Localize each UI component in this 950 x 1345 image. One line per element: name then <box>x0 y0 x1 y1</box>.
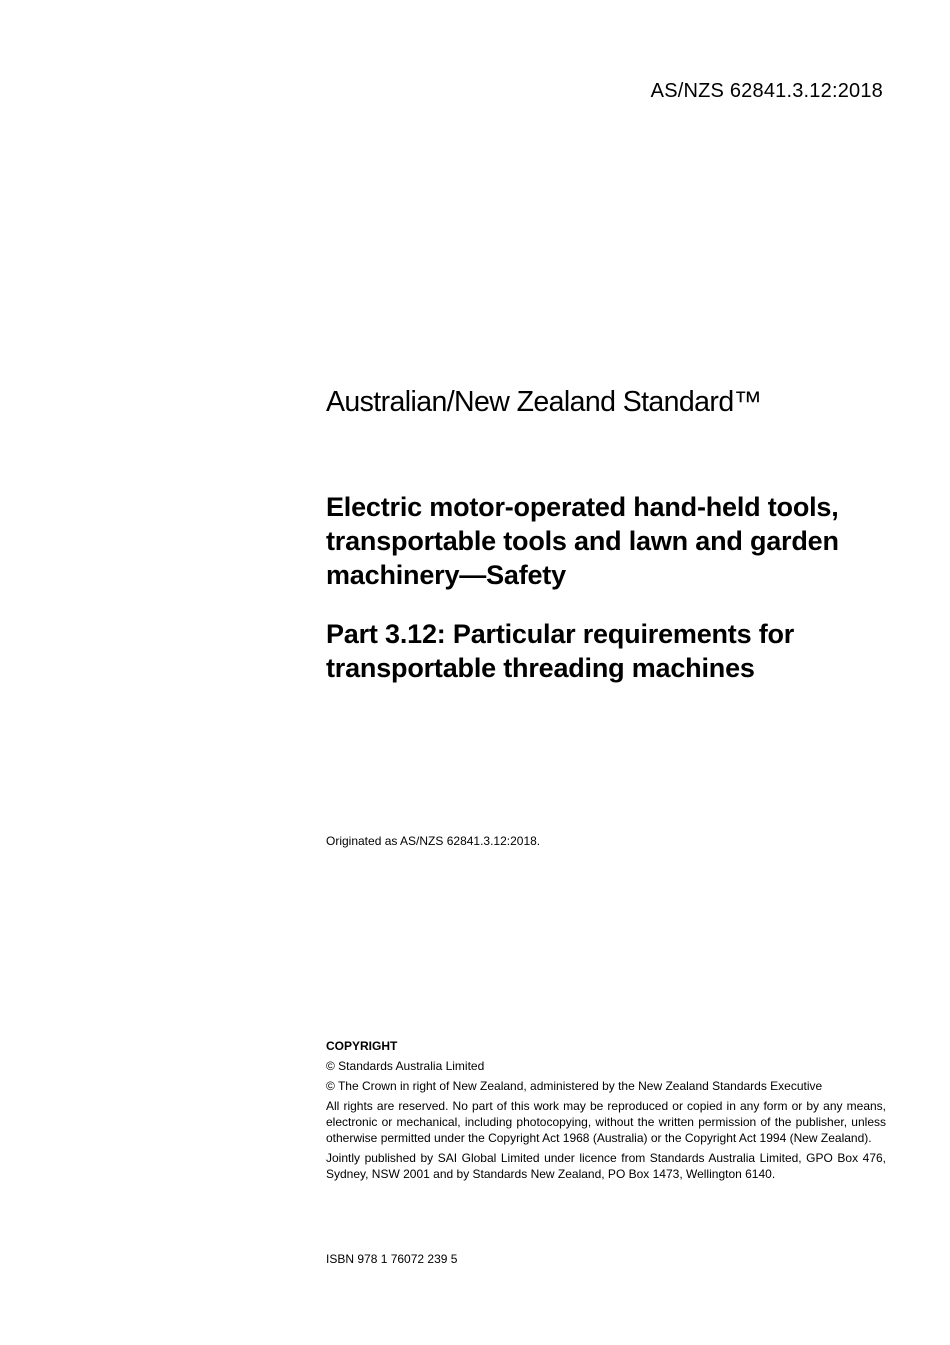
isbn: ISBN 978 1 76072 239 5 <box>326 1252 458 1266</box>
copyright-heading: COPYRIGHT <box>326 1039 398 1053</box>
publisher-statement: Jointly published by SAI Global Limited under licence from Standards Australia Limited, GPO Box 476, Sydney, NSW 2001 and by Standards New Zealand, PO Box 1473, Wellington 6140. <box>326 1151 886 1181</box>
copyright-line-sa: © Standards Australia Limited <box>326 1059 485 1073</box>
rights-statement: All rights are reserved. No part of this work may be reproduced or copied in any form or by any means, electronic or mechanical, including photocopying, without the written permission of the publisher, unless otherwise permitted under the Copyright Act 1968 (Australia) or the Copyright Act 1994 (New Zealand). <box>326 1099 886 1145</box>
document-id: AS/NZS 62841.3.12:2018 <box>650 80 883 102</box>
document-title: Electric motor-operated hand-held tools, transportable tools and lawn and garden machinery—Safety <box>326 492 839 590</box>
part-heading <box>326 617 886 685</box>
copyright-block <box>326 1038 886 1186</box>
standard-series-heading: Australian/New Zealand Standard™ <box>326 386 762 418</box>
copyright-line-nz: © The Crown in right of New Zealand, administered by the New Zealand Standards Executive <box>326 1079 823 1093</box>
originated-note: Originated as AS/NZS 62841.3.12:2018. <box>326 834 541 848</box>
part-title: Particular requirements for transportable threading machines <box>326 619 795 683</box>
part-label: Part 3.12: <box>326 619 446 649</box>
